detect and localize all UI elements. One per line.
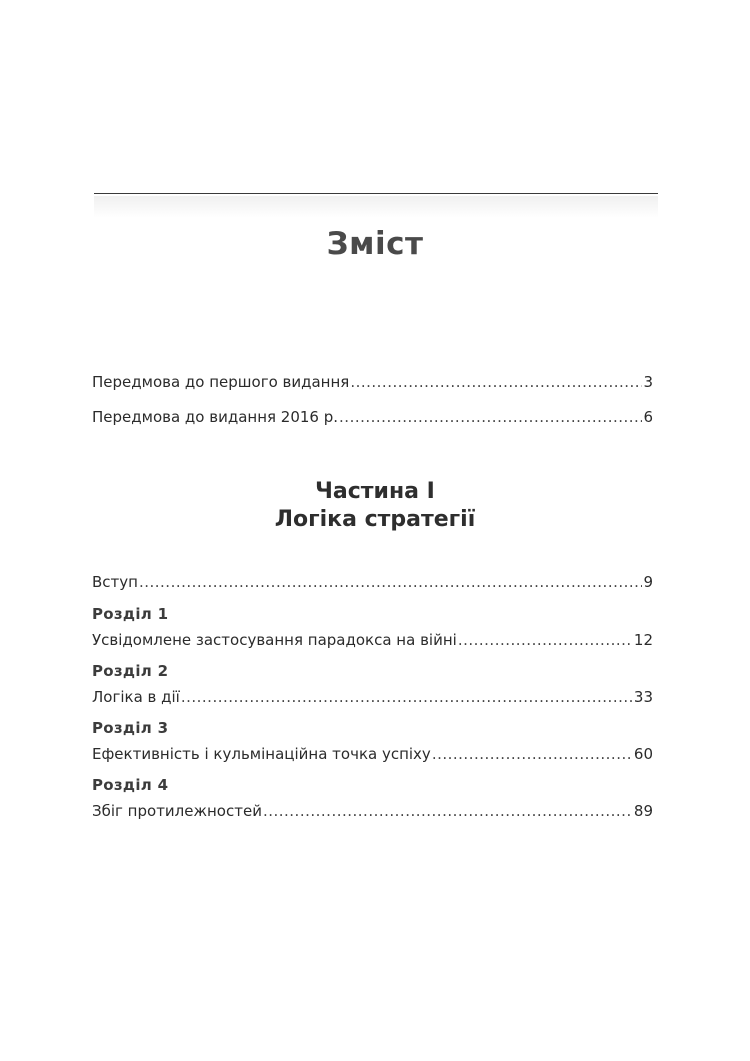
toc-leader-dots xyxy=(181,688,633,706)
toc-page-number: 33 xyxy=(633,688,653,706)
part-number-heading: Частина I xyxy=(315,479,435,504)
chapter-label: Розділ 2 xyxy=(92,662,169,680)
toc-leader-dots xyxy=(339,408,642,426)
toc-entry-text: Передмова до видання 2016 р. xyxy=(92,408,339,426)
toc-entry-chapter-4[interactable] xyxy=(92,802,653,820)
toc-page-number: 9 xyxy=(643,573,653,591)
toc-entry-chapter-1[interactable] xyxy=(92,631,653,649)
toc-page-number: 6 xyxy=(643,408,653,426)
toc-entry-text: Ефективність і кульмінаційна точка успіху xyxy=(92,745,431,763)
page-title: Зміст xyxy=(326,226,424,262)
toc-entry-text: Передмова до першого видання xyxy=(92,373,350,391)
toc-entry-preface-first[interactable] xyxy=(92,373,653,391)
toc-leader-dots xyxy=(350,373,642,391)
toc-entry-preface-2016[interactable] xyxy=(92,408,653,426)
part-name-heading: Логіка стратегії xyxy=(274,507,476,532)
toc-entry-text: Усвідомлене застосування парадокса на війні xyxy=(92,631,457,649)
toc-entry-text: Вступ xyxy=(92,573,138,591)
toc-entry-text: Збіг протилежностей xyxy=(92,802,262,820)
chapter-label: Розділ 1 xyxy=(92,605,169,623)
toc-entry-text: Логіка в дії xyxy=(92,688,180,706)
toc-leader-dots xyxy=(139,573,642,591)
toc-page-number: 3 xyxy=(643,373,653,391)
toc-entry-chapter-2[interactable] xyxy=(92,688,653,706)
toc-leader-dots xyxy=(458,631,633,649)
header-rule-shadow xyxy=(94,196,658,218)
toc-leader-dots xyxy=(432,745,633,763)
header-rule xyxy=(94,193,658,194)
toc-page-number: 89 xyxy=(633,802,653,820)
toc-entry-chapter-3[interactable] xyxy=(92,745,653,763)
chapter-label: Розділ 4 xyxy=(92,776,169,794)
chapter-label: Розділ 3 xyxy=(92,719,169,737)
toc-leader-dots xyxy=(263,802,633,820)
toc-page-number: 60 xyxy=(633,745,653,763)
toc-entry-intro[interactable] xyxy=(92,573,653,591)
toc-page-number: 12 xyxy=(633,631,653,649)
